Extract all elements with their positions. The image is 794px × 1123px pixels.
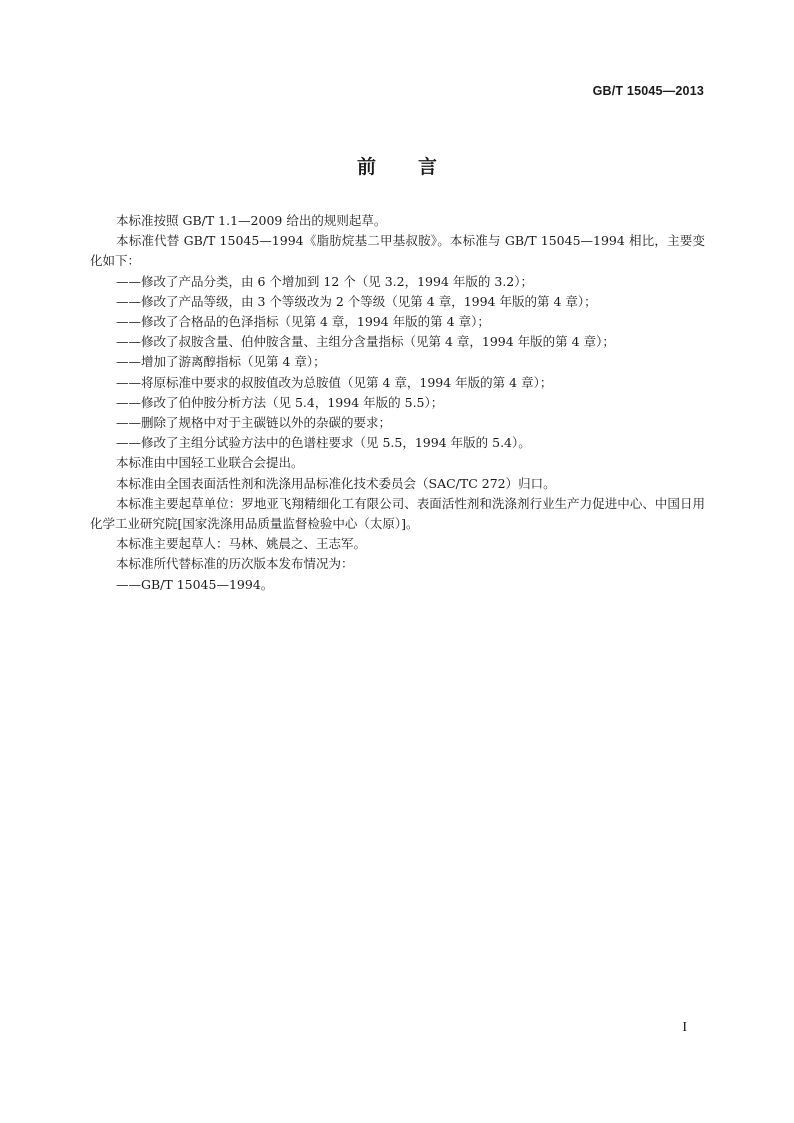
list-item: ——删除了规格中对于主碳链以外的杂碳的要求； bbox=[116, 415, 392, 431]
list-item: ——GB/T 15045—1994。 bbox=[116, 576, 274, 592]
list-item: ——修改了叔胺含量、伯仲胺含量、主组分含量指标（见第 4 章，1994 年版的第 4 章）； bbox=[116, 334, 615, 350]
paragraph-committee: 本标准由全国表面活性剂和洗涤用品标准化技术委员会（SAC/TC 272）归口。 bbox=[116, 475, 556, 491]
list-item: ——修改了合格品的色泽指标（见第 4 章，1994 年版的第 4 章）； bbox=[116, 314, 490, 330]
list-item: ——修改了产品分类，由 6 个增加到 12 个（见 3.2，1994 年版的 3.2）； bbox=[116, 273, 533, 289]
paragraph-drafting-units: 本标准主要起草单位：罗地亚飞翔精细化工有限公司、表面活性剂和洗涤剂行业生产力促进中心、中国日用化学工业研究院[国家洗涤用品质量监督检验中心（太原）]。 bbox=[90, 495, 705, 532]
standard-number: GB/T 15045—2013 bbox=[592, 84, 704, 98]
paragraph-drafting-rules: 本标准按照 GB/T 1.1—2009 给出的规则起草。 bbox=[116, 213, 387, 228]
paragraph-replacement: 本标准代替 GB/T 15045—1994《脂肪烷基二甲基叔胺》。本标准与 GB/T 15045—1994 相比，主要变化如下： bbox=[90, 233, 705, 269]
page-title: 前言 bbox=[356, 156, 479, 178]
paragraph-drafters: 本标准主要起草人：马林、姚晨之、王志军。 bbox=[116, 536, 367, 552]
list-item: ——修改了伯仲胺分析方法（见 5.4，1994 年版的 5.5）； bbox=[116, 394, 444, 410]
paragraph-proposer: 本标准由中国轻工业联合会提出。 bbox=[116, 455, 304, 471]
list-item: ——修改了主组分试验方法中的色谱柱要求（见 5.5，1994 年版的 5.4）。 bbox=[116, 435, 531, 451]
list-item: ——增加了游离醇指标（见第 4 章）； bbox=[116, 354, 326, 370]
page-number: I bbox=[682, 1020, 687, 1035]
list-item: ——修改了产品等级，由 3 个等级改为 2 个等级（见第 4 章，1994 年版的第 4 章）； bbox=[116, 293, 597, 309]
paragraph-history: 本标准所代替标准的历次版本发布情况为： bbox=[116, 556, 354, 572]
foreword-body bbox=[90, 211, 705, 595]
list-item: ——将原标准中要求的叔胺值改为总胺值（见第 4 章，1994 年版的第 4 章）； bbox=[116, 374, 553, 390]
